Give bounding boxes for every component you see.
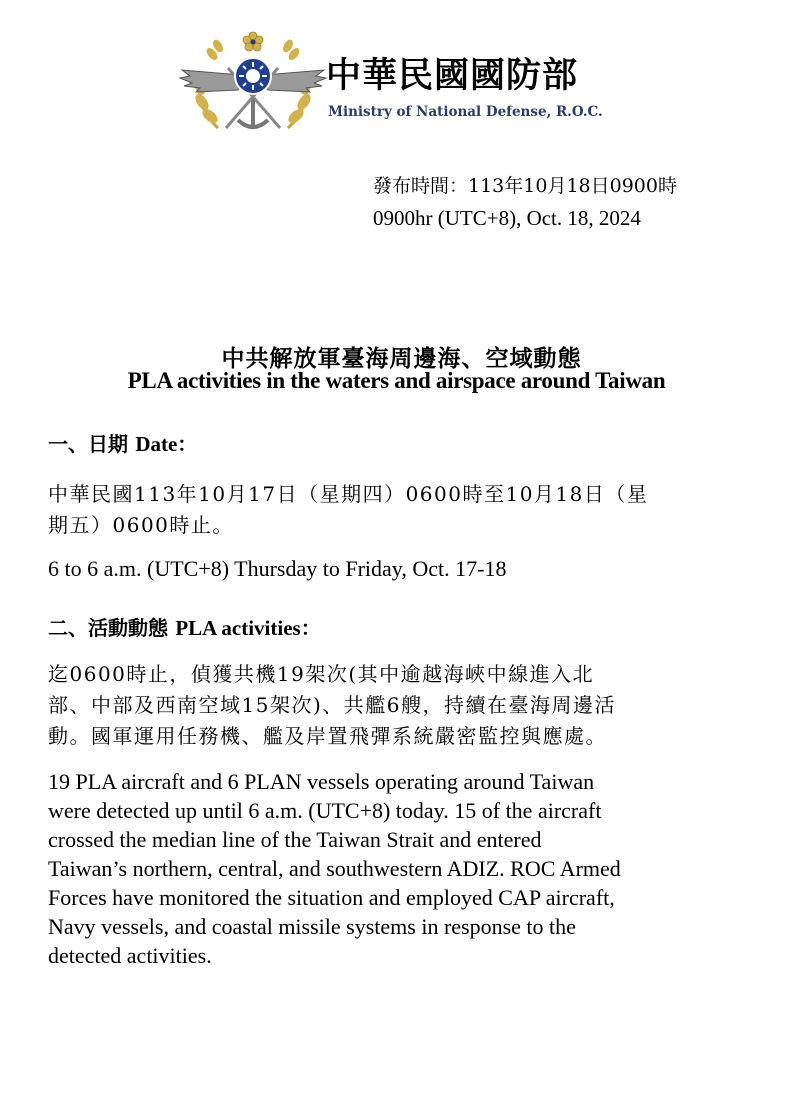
body-en-line: were detected up until 6 a.m. (UTC+8) today. 15 of the aircraft [48, 798, 602, 823]
release-time [373, 170, 677, 234]
section-date-heading-en: Date [135, 432, 178, 456]
section-activities-body-zh-line: 迄0600時止，偵獲共機19架次(其中逾越海峽中線進入北 [48, 662, 595, 686]
section-activities-heading [48, 612, 321, 641]
section-activities-body-en [48, 767, 763, 970]
body-en-line: 19 PLA aircraft and 6 PLAN vessels operating around Taiwan [48, 769, 595, 794]
section-activities-heading-en: PLA activities [175, 616, 301, 640]
section-date-heading-zh: 一、日期 [48, 432, 128, 456]
release-time-zh: 發布時間：113年10月18日0900時 [373, 175, 677, 197]
document-title-zh: 中共解放軍臺海周邊海、空域動態 [221, 345, 582, 372]
section-activities-body-zh-line: 動。國軍運用任務機、艦及岸置飛彈系統嚴密監控與應處。 [48, 724, 607, 748]
body-en-line: detected activities. [48, 943, 212, 968]
mnd-emblem-icon [178, 28, 328, 140]
section-activities-body-zh [48, 659, 748, 752]
body-en-line: Navy vessels, and coastal missile systems in response to the [48, 914, 576, 939]
section-activities-heading-colon: ： [300, 616, 321, 640]
section-date-heading [48, 428, 197, 457]
body-en-line: Forces have monitored the situation and employed CAP aircraft, [48, 885, 615, 910]
section-activities-body-zh-line: 部、中部及西南空域15架次)、共艦6艘，持續在臺海周邊活 [48, 693, 616, 717]
org-name-zh: 中華民國國防部 [326, 55, 579, 96]
section-date-body-zh-line: 中華民國113年10月17日（星期四）0600時至10月18日（星 [48, 482, 649, 506]
release-time-en: 0900hr (UTC+8), Oct. 18, 2024 [373, 206, 641, 230]
body-en-line: Taiwan’s northern, central, and southwestern ADIZ. ROC Armed [48, 856, 621, 881]
section-date-body-zh [48, 479, 748, 541]
section-date-heading-colon: ： [177, 432, 198, 456]
body-en-line: crossed the median line of the Taiwan Strait and entered [48, 827, 542, 852]
org-name-en: Ministry of National Defense, R.O.C. [328, 104, 603, 120]
section-date-body-zh-line: 期五）0600時止。 [48, 513, 234, 537]
section-date-body-en: 6 to 6 a.m. (UTC+8) Thursday to Friday, Oct. 17-18 [48, 556, 507, 581]
document-title-en: PLA activities in the waters and airspace around Taiwan [127, 368, 666, 393]
section-activities-heading-zh: 二、活動動態 [48, 616, 168, 640]
